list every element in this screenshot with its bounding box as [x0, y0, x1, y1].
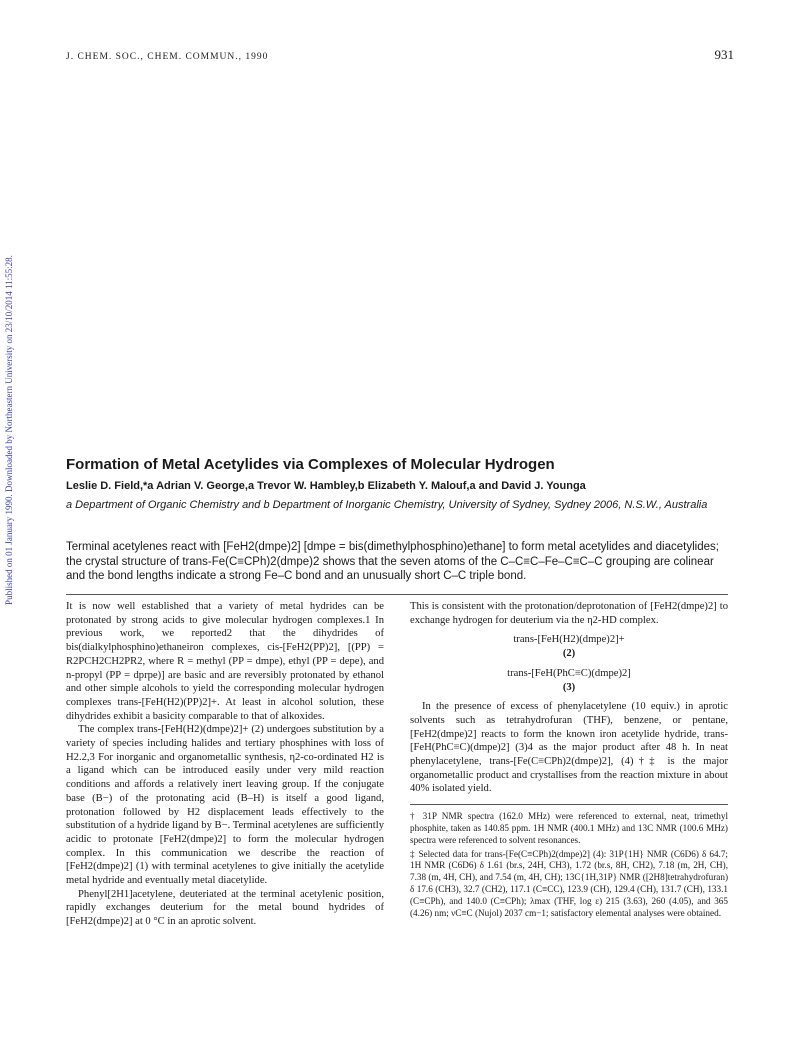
- compound-number: (2): [562, 648, 576, 660]
- formula-text: trans-[FeH(H2)(dmpe)2]+: [513, 634, 625, 646]
- body-paragraph: It is now well established that a variety of metal hydrides can be protonated by strong acids to give molecular hydrogen complexes.1 In previous work, we reported2 that the dihydrides of bis(dialkylphosphino)ethaneiron complexes, cis-[FeH2(PP)2], [(PP) = R2PCH2CH2PR2, where R = methyl (PP = dmpe), ethyl (PP = depe), and n-propyl (PP = dprpe)] are basic and are reversibly protonated by ethanol and other simple alcohols to yield the corresponding molecular hydrogen complexes trans-[FeH(H2)(PP)2]+. At least in alcohol solution, these dihydrides exhibit a basicity comparable to that of alkoxides.: [66, 601, 384, 722]
- body-paragraph: The complex trans-[FeH(H2)(dmpe)2]+ (2) undergoes substitution by a variety of species including halides and tertiary phosphines with loss of H2.2,3 For inorganic and organometallic synthesis, η2-co-ordinated H2 is a ligand which can be introduced easily under very mild reaction conditions and affords a relatively inert leaving group. If the conjugate base (B−) of the protonating acid (B–H) is itself a good ligand, protonation followed by H2 displacement leads effectively to the substitution of a hydride ligand by B−. Terminal acetylenes are sufficiently acidic to protonate [FeH2(dmpe)2] to form the molecular hydrogen complex. In this communication we describe the reaction of [FeH2(dmpe)2] (1) with terminal acetylenes to give initially the acetylide metal hydride and eventually metal diacetylide.: [66, 724, 384, 887]
- page-number: 931: [714, 47, 734, 62]
- structure-formula-2: [410, 633, 728, 660]
- download-watermark: [2, 200, 16, 660]
- body-column-left: [66, 600, 384, 929]
- author-list: Leslie D. Field,*a Adrian V. George,a Trevor W. Hambley,b Elizabeth Y. Malouf,a and David J. Younga: [66, 480, 586, 492]
- article-title: Formation of Metal Acetylides via Complexes of Molecular Hydrogen: [66, 456, 555, 473]
- compound-number: (3): [562, 681, 576, 693]
- abstract-divider: [66, 594, 728, 595]
- footnote-divider: [410, 804, 728, 805]
- formula-text: trans-[FeH(PhC≡C)(dmpe)2]: [507, 667, 631, 679]
- footnote: ‡ Selected data for trans-[Fe(C≡CPh)2(dmpe)2] (4): 31P{1H} NMR (C6D6) δ 64.7; 1H NMR (C6D6) δ 1.61 (br.s, 24H, CH3), 1.72 (br.s, 8H, CH2), 7.18 (m, 2H, CH), 7.38 (m, 4H, CH), and 7.54 (m, 4H, CH); 13C{1H,31P} NMR ([2H8]tetrahydrofuran) δ 17.6 (CH3), 32.7 (CH2), 117.1 (C≡CC), 123.9 (CH), 129.4 (CH), 131.7 (CH), 133.1 (C≡CPh), and 140.0 (C≡CPh); λmax (THF, log ε) 215 (3.63), 260 (4.05), and 365 (4.26) nm; νC≡C (Nujol) 2037 cm−1; satisfactory elemental analyses were obtained.: [410, 848, 728, 918]
- footnote: † 31P NMR spectra (162.0 MHz) were referenced to external, neat, trimethyl phosphite, taken as 140.85 ppm. 1H NMR (400.1 MHz) and 13C NMR (100.6 MHz) spectra were referenced to solvent resonances.: [410, 811, 728, 845]
- running-head: J. CHEM. SOC., CHEM. COMMUN., 1990: [66, 52, 269, 62]
- download-watermark-text: Published on 01 January 1990. Downloaded by Northeastern University on 23/10/2014 11:55:28.: [4, 255, 14, 605]
- abstract: Terminal acetylenes react with [FeH2(dmpe)2] [dmpe = bis(dimethylphosphino)ethane] to form metal acetylides and diacetylides; the crystal structure of trans-Fe(C≡CPh)2(dmpe)2 shows that the seven atoms of the C–C≡C–Fe–C≡C–C grouping are colinear and the bond lengths indicate a strong Fe–C bond and an unusually short C–C triple bond.: [66, 541, 719, 582]
- body-paragraph: In the presence of excess of phenylacetylene (10 equiv.) in aprotic solvents such as tetrahydrofuran (THF), benzene, or pentane, [FeH2(dmpe)2] reacts to form the known iron acetylide hydride, trans-[FeH(PhC≡C)(dmpe)2] (3)4 as the major product after 48 h. In neat phenylacetylene, trans-[Fe(C≡CPh)2(dmpe)2], (4)†‡ is the major organometallic product and crystallises from the reaction mixture in about 40% isolated yield.: [410, 701, 728, 795]
- body-paragraph: Phenyl[2H1]acetylene, deuteriated at the terminal acetylenic position, rapidly exchanges deuterium for the metal bound hydrides of [FeH2(dmpe)2] at 0 °C in an aprotic solvent.: [66, 888, 384, 928]
- structure-formula-3: [410, 667, 728, 694]
- footnotes: [410, 811, 728, 919]
- body-paragraph: This is consistent with the protonation/deprotonation of [FeH2(dmpe)2] to exchange hydrogen for deuterium via the η2-HD complex.: [410, 601, 728, 626]
- body-column-right: [410, 600, 728, 921]
- affiliation: a Department of Organic Chemistry and b Department of Inorganic Chemistry, University of Sydney, Sydney 2006, N.S.W., Australia: [66, 499, 708, 511]
